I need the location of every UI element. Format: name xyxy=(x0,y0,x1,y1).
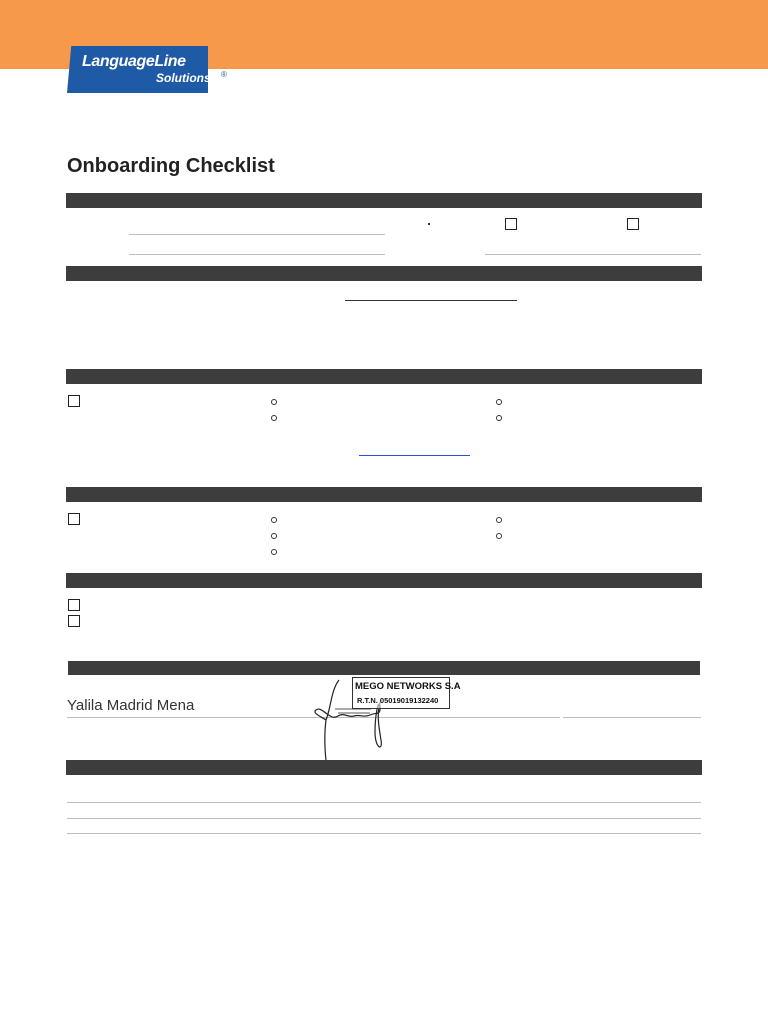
logo-text: LanguageLine xyxy=(82,53,186,70)
field-line[interactable] xyxy=(67,802,701,803)
page-title: Onboarding Checklist xyxy=(67,155,275,177)
stamp-company-name: MEGO NETWORKS S.A xyxy=(355,681,461,692)
field-line[interactable] xyxy=(67,818,701,819)
section-band-7 xyxy=(66,760,702,775)
field-line[interactable] xyxy=(67,833,701,834)
stamp-rtn: R.T.N. 05019019132240 xyxy=(357,696,439,705)
signer-name: Yalila Madrid Mena xyxy=(67,697,195,714)
logo-subtext: Solutions xyxy=(156,71,211,85)
registered-mark: ® xyxy=(221,70,227,79)
